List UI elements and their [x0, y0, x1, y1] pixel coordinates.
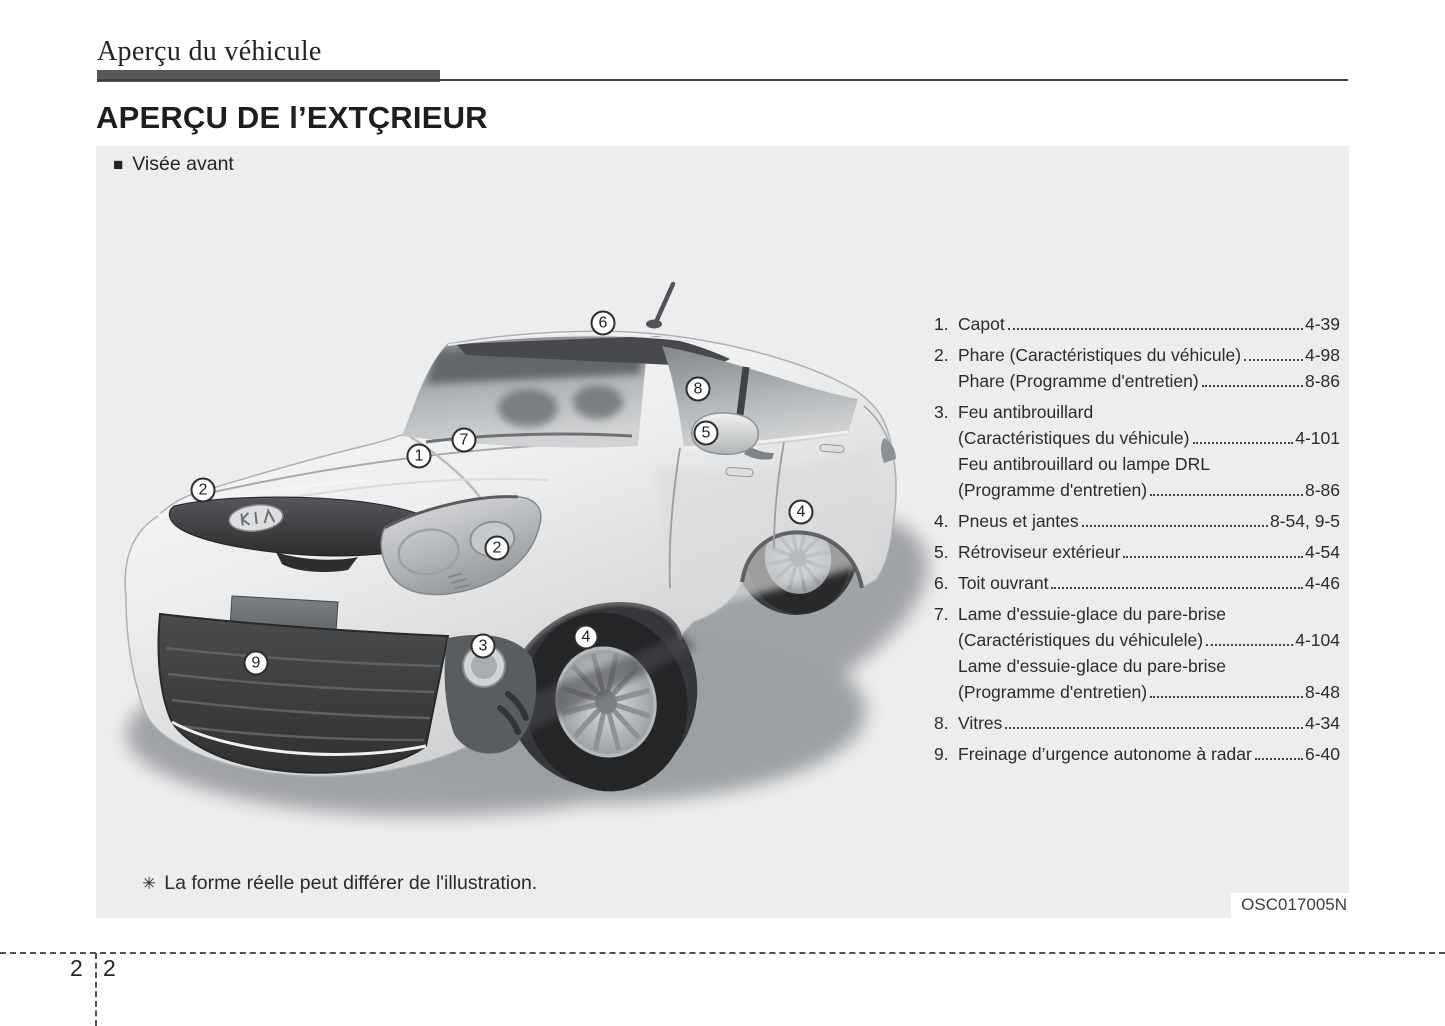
callout-8-window: 8	[686, 377, 711, 402]
list-item: 3. Feu antibrouillard	[934, 402, 1094, 422]
dot-leader	[1255, 758, 1303, 760]
list-item: 9. Freinage d’urgence autonome à radar 6-40	[934, 744, 1340, 764]
list-item: 1. Capot 4-39	[934, 314, 1340, 334]
dot-leader	[1150, 494, 1303, 496]
square-bullet-icon: ■	[113, 155, 124, 174]
callout-4-front-wheel: 4	[574, 625, 599, 650]
chapter-title: Aperçu du véhicule	[97, 36, 322, 67]
dot-leader	[1051, 587, 1303, 589]
callout-9-radar: 9	[244, 651, 269, 676]
figure-code: OSC017005N	[1231, 893, 1349, 918]
figure-footnote	[142, 872, 537, 895]
list-item-cont: Feu antibrouillard ou lampe DRL	[958, 454, 1210, 474]
roof-antenna	[646, 284, 673, 329]
list-item: 6. Toit ouvrant 4-46	[934, 573, 1340, 593]
figure-box	[96, 146, 1349, 918]
header-rule-decoration	[97, 79, 1348, 81]
parts-list	[934, 314, 1340, 770]
list-item-cont: (Programme d'entretien) 8-86	[958, 480, 1340, 500]
list-item: 8. Vitres 4-34	[934, 713, 1340, 733]
dot-leader	[1150, 696, 1303, 698]
list-item-cont: (Programme d'entretien) 8-48	[958, 682, 1340, 702]
dot-leader	[1005, 727, 1303, 729]
taillight-hint	[881, 438, 896, 463]
page-number: 2	[103, 955, 116, 981]
list-item: 2. Phare (Caractéristiques du véhicule) 4-98	[934, 345, 1340, 365]
callout-2-headlamp: 2	[485, 536, 510, 561]
footnote-text: La forme réelle peut différer de l'illustration.	[164, 872, 538, 894]
list-item-cont: Lame d'essuie-glace du pare-brise	[958, 656, 1226, 676]
footer-dashed-divider	[95, 953, 97, 1026]
door-handle-rear	[820, 444, 844, 453]
dot-leader	[1206, 644, 1293, 646]
page-number-chapter: 2	[70, 955, 83, 981]
list-item-cont: (Caractéristiques du véhicule) 4-101	[958, 428, 1340, 448]
dot-leader	[1008, 328, 1303, 330]
callout-2-headlamp-left: 2	[191, 478, 216, 503]
callout-3-fog-lamp: 3	[471, 634, 496, 659]
callout-1-hood: 1	[407, 444, 432, 469]
dot-leader	[1244, 359, 1303, 361]
lower-grille	[159, 614, 449, 773]
list-item: 7. Lame d'essuie-glace du pare-brise	[934, 604, 1226, 624]
asterisk-icon: ✳	[142, 874, 157, 893]
dot-leader	[1193, 442, 1294, 444]
callout-4-rear-wheel: 4	[789, 500, 814, 525]
door-handle-front	[726, 467, 753, 477]
dot-leader	[1082, 525, 1268, 527]
list-item: 4. Pneus et jantes 8-54, 9-5	[934, 511, 1340, 531]
callout-6-sunroof: 6	[591, 311, 616, 336]
list-item-cont: (Caractéristiques du véhiculele) 4-104	[958, 630, 1340, 650]
dot-leader	[1123, 556, 1303, 558]
list-item: 5. Rétroviseur extérieur 4-54	[934, 542, 1340, 562]
footer-dashed-line	[0, 952, 1445, 954]
callout-7-wiper: 7	[452, 428, 477, 453]
view-label-text: Visée avant	[132, 153, 234, 175]
callout-5-mirror: 5	[694, 421, 719, 446]
section-title: APERÇU DE l’EXTÇRIEUR	[96, 100, 488, 135]
list-item-cont: Phare (Programme d'entretien) 8-86	[958, 371, 1340, 391]
dot-leader	[1202, 385, 1303, 387]
